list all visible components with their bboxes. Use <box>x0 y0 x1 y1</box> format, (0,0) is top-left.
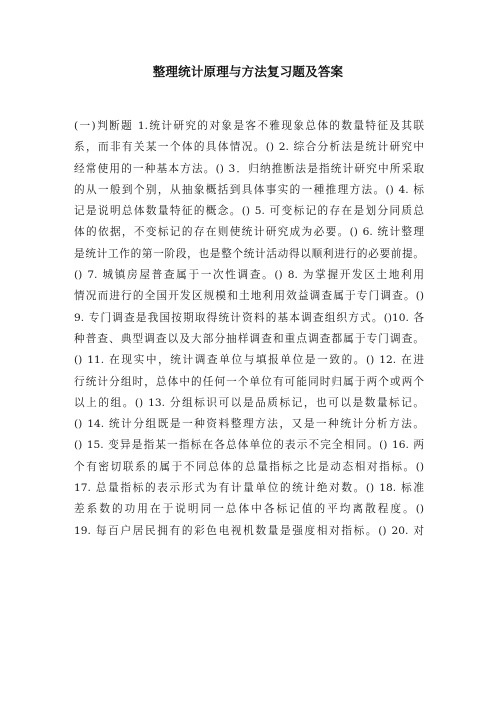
body-line: 以上的组。() 13. 分组标识可以是品质标记，也可以是数量标记。 <box>74 396 424 409</box>
body-line: 的从一般到个别，从抽象概括到具体事实的一種推理方法。() 4. 标 <box>74 183 424 196</box>
body-line: 情况而进行的全国开发区规模和土地利用效益调查属于专门调查。() <box>74 290 424 303</box>
body-line: 系，而非有关某一个体的具体情况。() 2. 综合分析法是统计研究中 <box>74 141 424 154</box>
document-body <box>74 116 424 542</box>
document-title: 整理统计原理与方法复习题及答案 <box>152 64 344 79</box>
body-line: 19. 每百户居民拥有的彩色电视机数量是强度相对指标。() 20. 对 <box>74 524 424 537</box>
body-line: 经常使用的一种基本方法。() 3．归纳推断法是指统计研究中所采取 <box>74 162 424 175</box>
body-line: 差系数的功用在于说明同一总体中各标记值的平均离散程度。() <box>74 503 424 516</box>
body-line: 体的依据，不变标记的存在则使统计研究成为必要。() 6. 统计整理 <box>74 226 424 239</box>
body-line: () 14. 统计分组既是一种资料整理方法，又是一种统计分析方法。 <box>74 418 424 431</box>
body-line: 9. 专门调查是我国按期取得统计资料的基本调查组织方式。()10. 各 <box>74 311 424 324</box>
body-line: 是统计工作的第一阶段，也是整个统计活动得以顺利进行的必要前提。 <box>74 247 424 260</box>
body-line: 种普查、典型调查以及大部分抽样调查和重点调查都属于专门调查。 <box>74 332 424 345</box>
body-line: () 15. 变异是指某一指标在各总体单位的表示不完全相同。() 16. 两 <box>74 439 424 452</box>
body-line: () 11. 在现实中，统计调查单位与填报单位是一致的。() 12. 在进 <box>74 354 424 367</box>
body-line: 行统计分组时，总体中的任何一个单位有可能同时归属于两个或两个 <box>74 375 424 388</box>
body-line: 记是说明总体数量特征的概念。() 5. 可变标记的存在是划分同质总 <box>74 205 424 218</box>
body-line: 17. 总量指标的表示形式为有计量单位的统计绝对数。() 18. 标准 <box>74 482 424 495</box>
body-line: 个有密切联系的属于不同总体的总量指标之比是动态相对指标。() <box>74 460 424 473</box>
body-line: () 7. 城镇房屋普查属于一次性调查。() 8. 为掌握开发区土地利用 <box>74 269 424 282</box>
body-line: (一)判断题 1.统计研究的对象是客不雅现象总体的数量特征及其联 <box>74 120 424 132</box>
